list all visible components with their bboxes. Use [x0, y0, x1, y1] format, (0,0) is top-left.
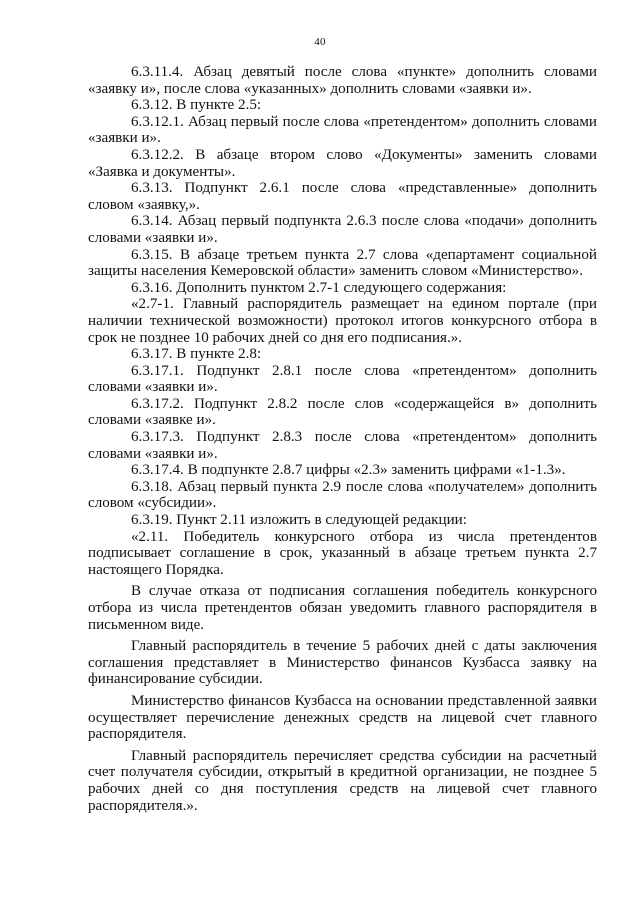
paragraph: 6.3.11.4. Абзац девятый после слова «пункте» дополнить словами «заявку и», после слова «указанных» дополнить словами «заявки и».	[88, 64, 597, 97]
paragraph: 6.3.18. Абзац первый пункта 2.9 после слова «получателем» дополнить словом «субсидии».	[88, 478, 597, 512]
page-number: 40	[314, 36, 326, 48]
paragraph: Главный распорядитель в течение 5 рабочих дней с даты заключения соглашения представляет в Министерство финансов Кузбасса заявку на финансирование субсидии.	[88, 638, 597, 688]
paragraph: 6.3.14. Абзац первый подпункта 2.6.3 после слова «подачи» дополнить словами «заявки и».	[88, 213, 597, 246]
paragraph: 6.3.19. Пункт 2.11 изложить в следующей редакции:	[131, 512, 467, 529]
paragraph: В случае отказа от подписания соглашения победитель конкурсного отбора из числа претендентов обязан уведомить главного распорядителя в письменном виде.	[88, 583, 597, 633]
paragraph: 6.3.17.2. Подпункт 2.8.2 после слов «содержащейся в» дополнить словами «заявке и».	[88, 395, 597, 429]
paragraph: 6.3.17. В пункте 2.8:	[131, 346, 262, 363]
paragraph: «2.11. Победитель конкурсного отбора из числа претендентов подписывает соглашение в срок, указанный в абзаце третьем пункта 2.7 настоящего Порядка.	[88, 528, 597, 578]
paragraph: 6.3.12. В пункте 2.5:	[131, 97, 262, 114]
paragraph: 6.3.12.2. В абзаце втором слово «Документы» заменить словами «Заявка и документы».	[88, 146, 597, 180]
paragraph: 6.3.16. Дополнить пунктом 2.7-1 следующего содержания:	[131, 279, 507, 296]
paragraph: «2.7-1. Главный распорядитель размещает на едином портале (при наличии технической возможности) протокол итогов конкурсного отбора в срок не позднее 10 рабочих дней со дня его подписания.».	[88, 296, 597, 346]
paragraph: 6.3.15. В абзаце третьем пункта 2.7 слова «департамент социальной защиты населения Кемеровской области» заменить словом «Министерство».	[88, 246, 597, 280]
paragraph: Главный распорядитель перечисляет средства субсидии на расчетный счет получателя субсидии, открытый в кредитной организации, не позднее 5 рабочих дней со дня поступления средств на лицевой счет главного распорядителя.».	[88, 747, 597, 814]
paragraph: 6.3.17.3. Подпункт 2.8.3 после слова «претендентом» дополнить словами «заявки и».	[88, 429, 597, 462]
document-body	[88, 64, 597, 814]
paragraph: 6.3.17.4. В подпункте 2.8.7 цифры «2.3» заменить цифрами «1-1.3».	[131, 462, 566, 479]
paragraph: 6.3.17.1. Подпункт 2.8.1 после слова «претендентом» дополнить словами «заявки и».	[88, 362, 597, 396]
paragraph: Министерство финансов Кузбасса на основании представленной заявки осуществляет перечисление денежных средств на лицевой счет главного распорядителя.	[88, 692, 597, 743]
paragraph: 6.3.12.1. Абзац первый после слова «претендентом» дополнить словами «заявки и».	[88, 113, 597, 147]
paragraph: 6.3.13. Подпункт 2.6.1 после слова «представленные» дополнить словом «заявку,».	[88, 180, 597, 213]
